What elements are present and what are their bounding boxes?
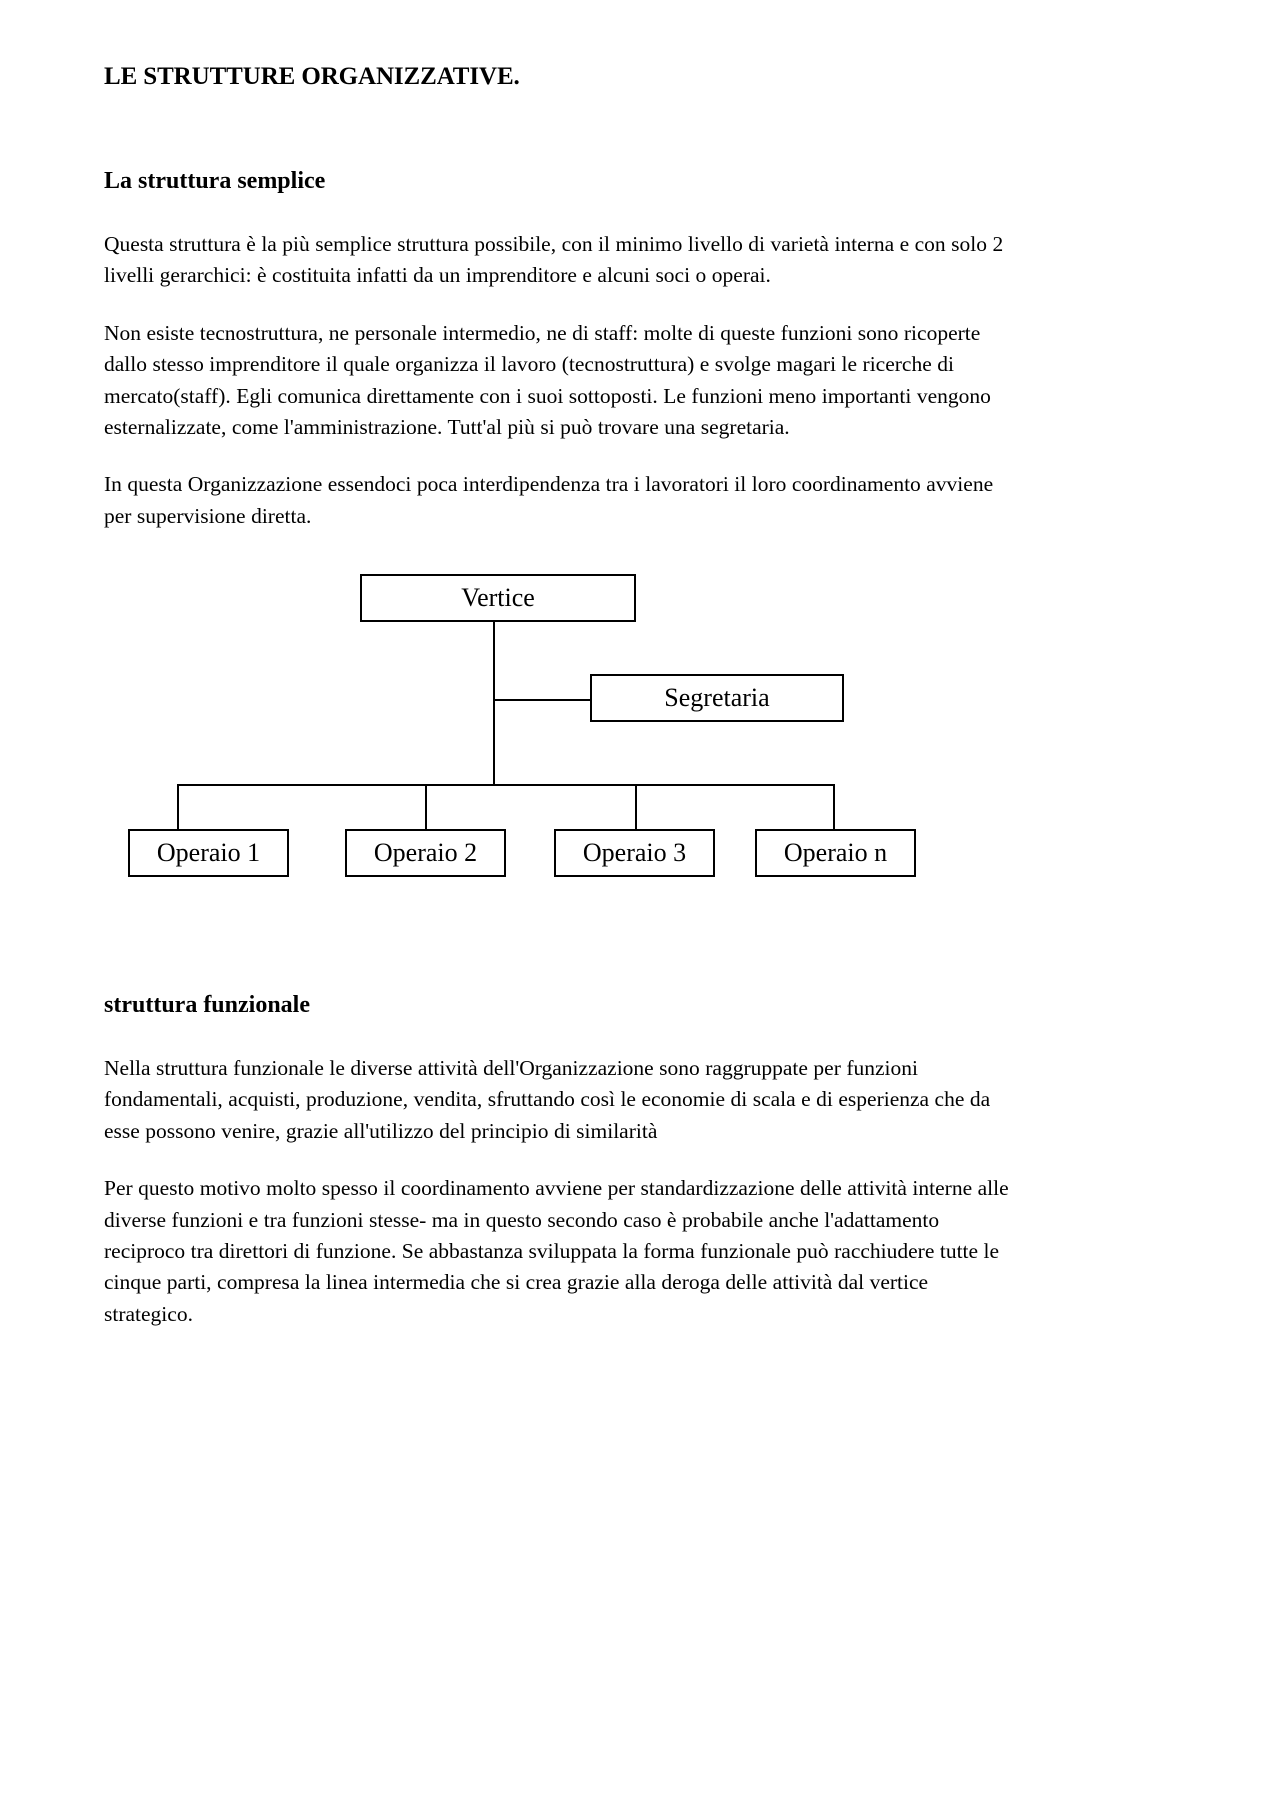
org-node-operaio-2: Operaio 2 <box>345 829 506 877</box>
page-title: LE STRUTTURE ORGANIZZATIVE. <box>104 63 520 90</box>
edge-operai-bus <box>177 784 835 786</box>
org-chart <box>104 554 1009 894</box>
edge-vertice-to-segretaria <box>493 699 592 701</box>
paragraph-simple-3: In questa Organizzazione essendoci poca interdipendenza tra i lavoratori il loro coordinamento avviene per supervisione diretta. <box>104 472 994 528</box>
edge-drop-operaio-n <box>833 784 835 829</box>
paragraph-funzionale-1: Nella struttura funzionale le diverse attività dell'Organizzazione sono raggruppate per funzioni fondamentali, acquisti, produzione, vendita, sfruttando così le economie di scala e di esperienza che da esse possono venire, grazie all'utilizzo del principio di similarità <box>104 1056 991 1143</box>
org-node-operaio-n: Operaio n <box>755 829 916 877</box>
document-content <box>104 0 1009 1330</box>
org-node-segretaria: Segretaria <box>590 674 844 722</box>
section-heading-struttura-semplice: La struttura semplice <box>104 168 326 194</box>
org-node-operaio-3: Operaio 3 <box>554 829 715 877</box>
paragraph-simple-1: Questa struttura è la più semplice struttura possibile, con il minimo livello di varietà interna e con solo 2 livelli gerarchici: è costituita infatti da un imprenditore e alcuni soci o operai. <box>104 232 1004 288</box>
edge-drop-operaio-2 <box>425 784 427 829</box>
spacer <box>104 894 1009 990</box>
edge-drop-operaio-1 <box>177 784 179 829</box>
spacer <box>104 443 1009 469</box>
edge-drop-operaio-3 <box>635 784 637 829</box>
spacer <box>104 292 1009 318</box>
paragraph-simple-2: Non esiste tecnostruttura, ne personale intermedio, ne di staff: molte di queste funzioni sono ricoperte dallo stesso imprenditore il quale organizza il lavoro (tecnostruttura) e svolge magari le ricerche di mercato(staff). Egli comunica direttamente con i suoi sottoposti. Le funzioni meno importanti vengono esternalizzate, come l'amministrazione. Tutt'al più si può trovare una segretaria. <box>104 320 991 439</box>
org-node-operaio-1: Operaio 1 <box>128 829 289 877</box>
spacer <box>104 196 1009 229</box>
org-node-vertice: Vertice <box>360 574 636 622</box>
edge-vertice-trunk <box>493 620 495 786</box>
spacer <box>104 1147 1009 1173</box>
spacer <box>104 1020 1009 1053</box>
paragraph-funzionale-2: Per questo motivo molto spesso il coordinamento avviene per standardizzazione delle attività interne alle diverse funzioni e tra funzioni stesse- ma in questo secondo caso è probabile anche l'adattamento reciproco tra direttori di funzione. Se abbastanza sviluppata la forma funzionale può racchiudere tutte le cinque parti, compresa la linea intermedia che si crea grazie alla deroga delle attività dal vertice strategico. <box>104 1176 1009 1326</box>
section-heading-struttura-funzionale: struttura funzionale <box>104 992 310 1018</box>
